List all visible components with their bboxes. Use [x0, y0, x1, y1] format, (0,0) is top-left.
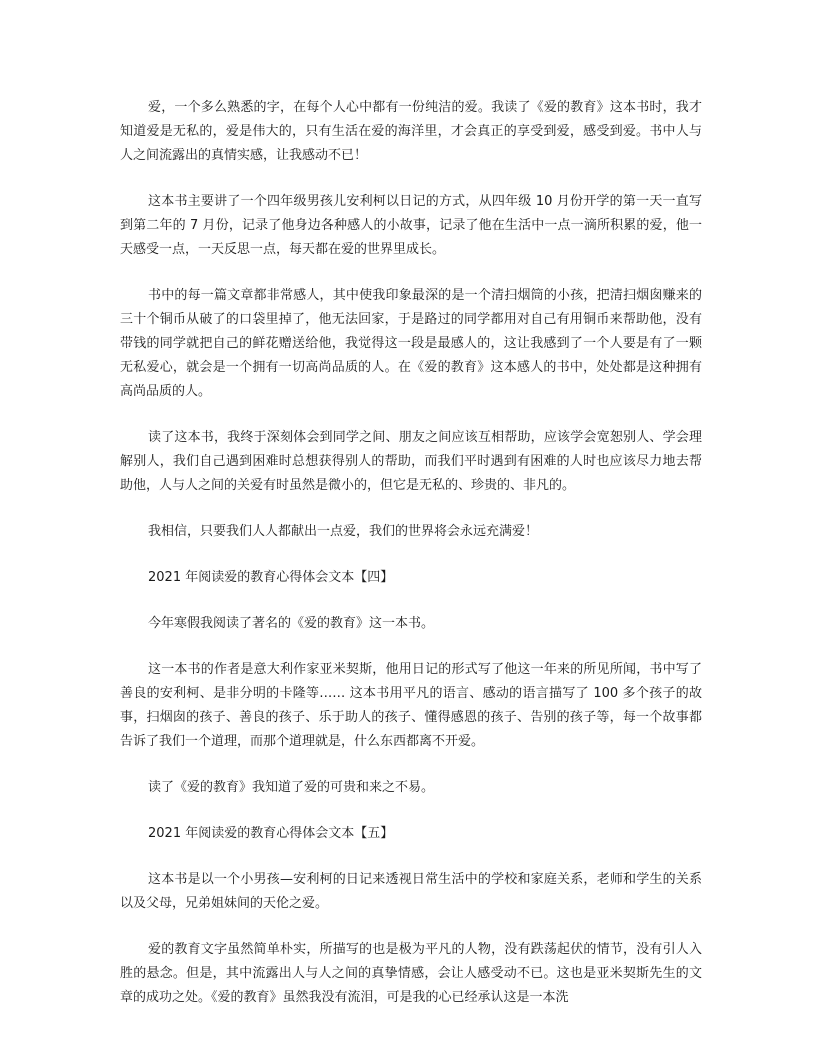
paragraph-summary: 这本书主要讲了一个四年级男孩儿安利柯以日记的方式，从四年级 10 月份开学的第一天一直写到第二年的 7 月份，记录了他身边各种感人的小故事，记录了他在生活中一点一滴所积累的爱，他一天感受一点，一天反思一点，每天都在爱的世界里成长。	[120, 194, 702, 257]
paragraph-value-of-love: 读了《爱的教育》我知道了爱的可贵和来之不易。	[148, 780, 435, 795]
paragraph-reflection: 读了这本书，我终于深刻体会到同学之间、朋友之间应该互相帮助，应该学会宽恕别人、学会理解别人，我们自己遇到困难时总想获得别人的帮助，而我们平时遇到有困难的人时也应该尽力地去帮助他，人与人之间的关爱有时虽然是微小的，但它是无私的、珍贵的、非凡的。	[120, 430, 702, 493]
section-heading-four: 2021 年阅读爱的教育心得体会文本【四】	[148, 570, 394, 585]
paragraph-winter-reading: 今年寒假我阅读了著名的《爱的教育》这一本书。	[148, 616, 435, 631]
section-heading-five: 2021 年阅读爱的教育心得体会文本【五】	[148, 826, 394, 841]
paragraph-diary: 这本书是以一个小男孩—安利柯的日记来透视日常生活中的学校和家庭关系，老师和学生的关系以及父母，兄弟姐妹间的天伦之爱。	[120, 872, 702, 911]
paragraph-author: 这一本书的作者是意大利作家亚米契斯，他用日记的形式写了他这一年来的所见所闻，书中写了善良的安利柯、是非分明的卡隆等…… 这本书用平凡的语言、感动的语言描写了 100 多个孩子的故事，扫烟囱的孩子、善良的孩子、乐于助人的孩子、懂得感恩的孩子、告别的孩子等，每一个故事都告诉了我们一个道理，而那个道理就是，什么东西都离不开爱。	[120, 662, 702, 749]
document-page	[120, 96, 702, 1032]
paragraph-intro: 爱，一个多么熟悉的字，在每个人心中都有一份纯洁的爱。我读了《爱的教育》这本书时，我才知道爱是无私的，爱是伟大的，只有生活在爱的海洋里，才会真正的享受到爱，感受到爱。书中人与人之间流露出的真情实感，让我感动不已！	[120, 100, 702, 163]
paragraph-chimney-story: 书中的每一篇文章都非常感人，其中使我印象最深的是一个清扫烟筒的小孩，把清扫烟囱赚来的三十个铜币从破了的口袋里掉了，他无法回家，于是路过的同学都用对自己有用铜币来帮助他，没有带钱的同学就把自己的鲜花赠送给他，我觉得这一段是最感人的，这让我感到了一个人要是有了一颗无私爱心，就会是一个拥有一切高尚品质的人。在《爱的教育》这本感人的书中，处处都是这种拥有高尚品质的人。	[120, 288, 702, 399]
paragraph-belief: 我相信，只要我们人人都献出一点爱，我们的世界将会永远充满爱！	[148, 524, 539, 539]
paragraph-simple-text: 爱的教育文字虽然简单朴实，所描写的也是极为平凡的人物，没有跌荡起伏的情节，没有引人入胜的悬念。但是，其中流露出人与人之间的真挚情感，会让人感受动不已。这也是亚米契斯先生的文章的成功之处。《爱的教育》虽然我没有流泪，可是我的心已经承认这是一本洗	[120, 942, 702, 1005]
